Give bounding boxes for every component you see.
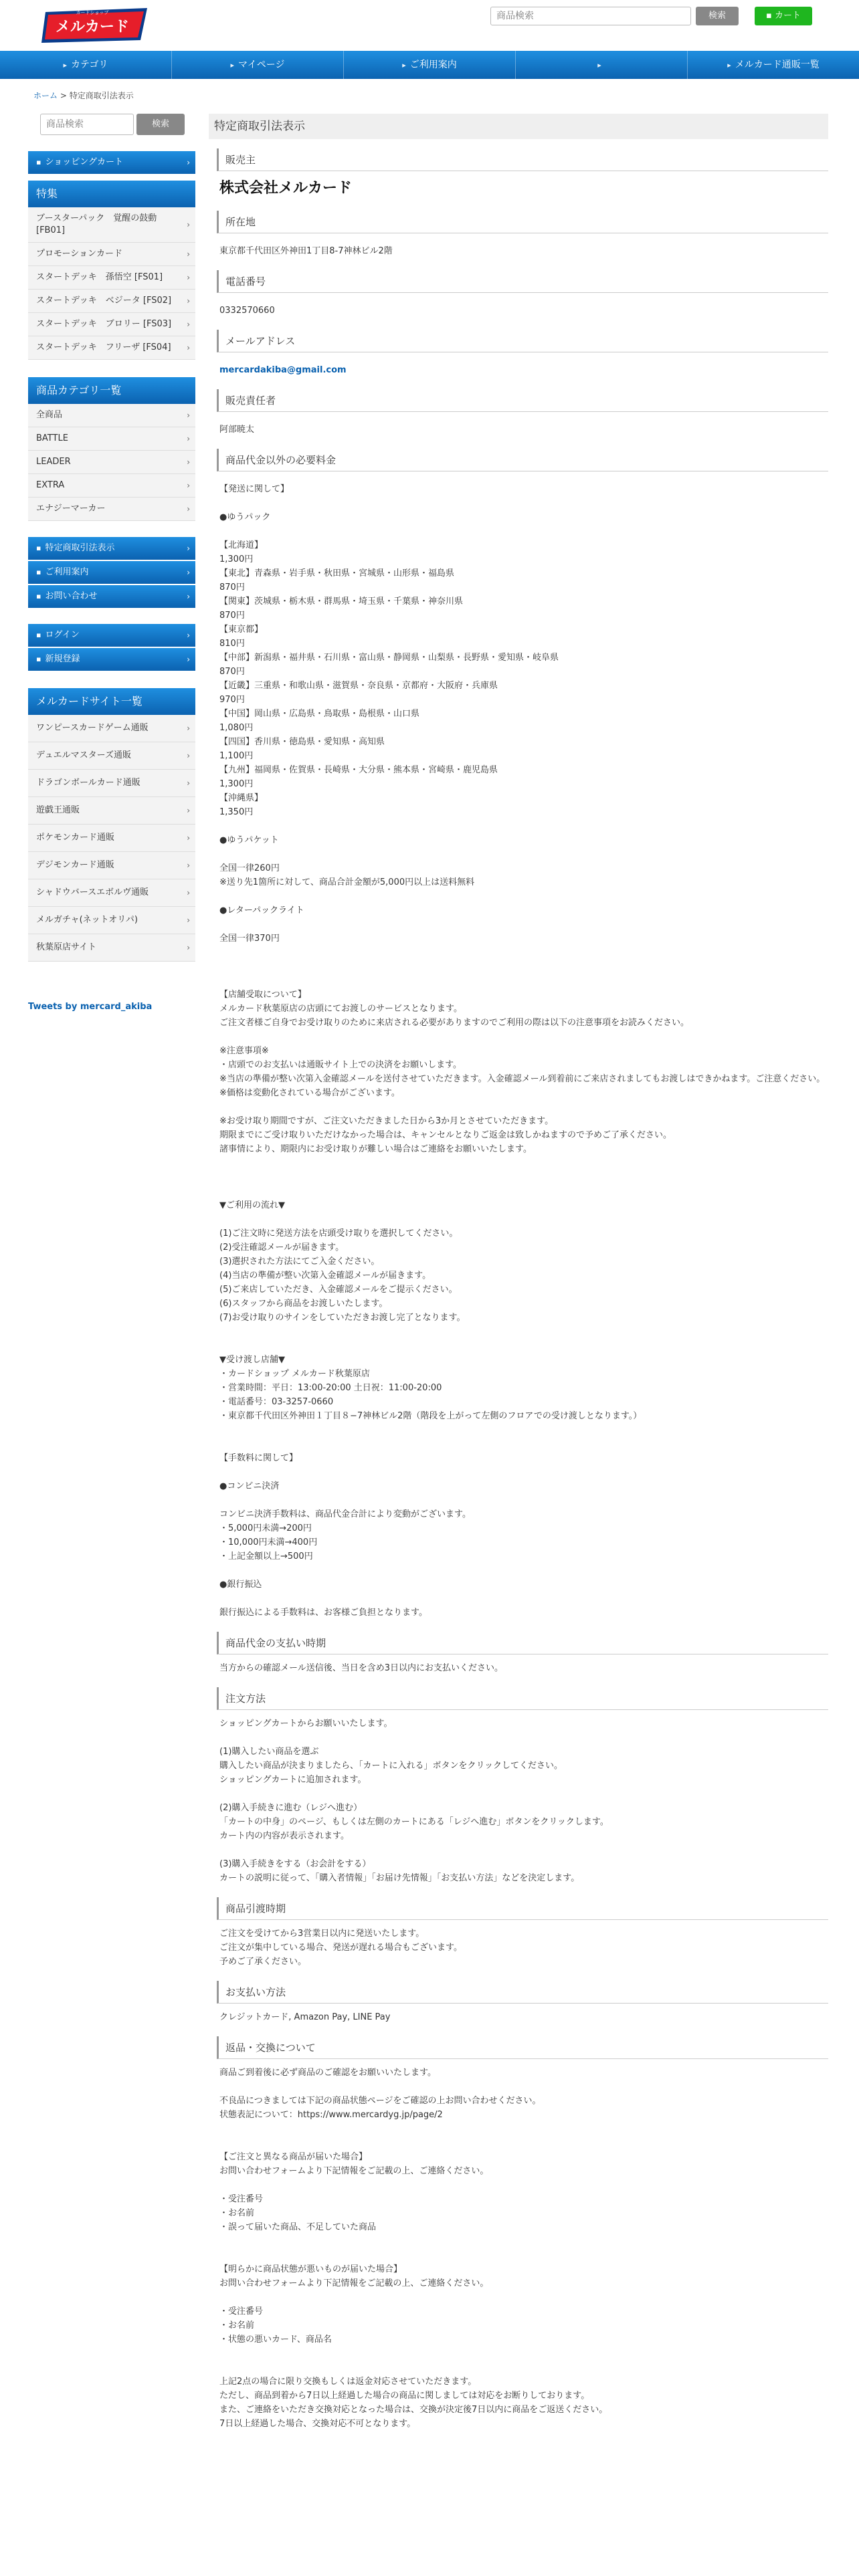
feature-item[interactable]: スタートデッキ フリーザ [FS04] › [28, 336, 195, 360]
site-item[interactable]: メルガチャ(ネットオリパ) › [28, 907, 195, 934]
feature-list [28, 207, 195, 360]
chevron-right-icon: › [187, 457, 190, 467]
logo-subtext: カードショップ [76, 10, 109, 15]
section-heading: 商品代金の支払い時期 [217, 1632, 828, 1654]
category-item[interactable]: BATTLE › [28, 427, 195, 451]
info-links [28, 537, 195, 608]
section-heading: 商品代金以外の必要料金 [217, 449, 828, 471]
chevron-right-icon: › [187, 943, 190, 952]
chevron-right-icon: › [187, 888, 190, 897]
order-method-text: ショッピングカートからお願いいたします。 (1)購入したい商品を選ぶ 購入したい商品が決まりましたら、「カートに入れる」ボタンをクリックしてください。 ショッピングカートに追加されます。 (2)購入手続きに進む（レジへ進む） 「カートの中身」のページ、もしくは左側のカートにある「レジへ進む」ボタンをクリックします。 カート内の内容が表示されます。 (3)購入手続きをする（お会計をする） カートの説明に従って、「購入者情報」「お届け先情報」「お支払い方法」などを決定します。 [219, 1719, 609, 1883]
logo-text: メルカード [55, 19, 130, 35]
chevron-right-icon: › [187, 592, 190, 601]
section-heading: 商品引渡時期 [217, 1897, 828, 1920]
returns-text: 商品ご到着後に必ず商品のご確認をお願いいたします。 不良品につきましては下記の商品状態ページをご確認の上お問い合わせください。 状態表記について：https://www.mercardyg.jp/page/2 【ご注文と異なる商品が届いた場合】 お問い合わせフォームより下記情報をご記載の上、ご連絡ください。 ・受注番号 ・お名前 ・誤って届いた商品、不足していた商品 【明らかに商品状態が悪いものが届いた場合】 お問い合わせフォームより下記情報をご記載の上、ご連絡ください。 ・受注番号 ・お名前 ・状態の悪いカード、商品名 上記2点の場合に限り交換もしくは返金対応させていただきます。 ただし、商品到着から7日以上経過した場合の商品に関しましては対応をお断りしております。 また、ご連絡をいただき交換対応となった場合は、交換が決定後7日以内に商品をご返送ください。 7日以上経過した場合、交換対応不可となります。 [219, 2068, 608, 2429]
category-item[interactable]: EXTRA › [28, 474, 195, 498]
chevron-right-icon: › [187, 631, 190, 640]
cart-icon: ▪ [36, 158, 41, 167]
sidebar-link-guide[interactable]: ▪ ご利用案内 › [28, 561, 195, 584]
section-heading: 販売責任者 [217, 389, 828, 412]
chevron-right-icon: › [187, 568, 190, 577]
chevron-right-icon: › [187, 343, 190, 352]
feature-item[interactable]: ブースターパック 覚醒の鼓動 [FB01] › [28, 207, 195, 243]
sidebar-search-button[interactable]: 検索 [136, 114, 185, 135]
manager-text: 阿部暁太 [219, 425, 255, 435]
login-button[interactable]: ▪ ログイン › [28, 624, 195, 647]
address-text: 東京都千代田区外神田1丁目8-7神林ビル2階 [219, 246, 393, 256]
nav-guide[interactable]: ▸ ご利用案内 [344, 51, 516, 79]
twitter-timeline-link[interactable]: Tweets by mercard_akiba [28, 1002, 153, 1012]
category-item[interactable]: エナジーマーカー › [28, 498, 195, 521]
chevron-right-icon: › [187, 655, 190, 664]
sites-heading: メルカードサイト一覧 [28, 688, 195, 715]
phone-text: 0332570660 [219, 306, 275, 316]
chevron-right-icon: › [187, 158, 190, 167]
category-item[interactable]: 全商品 › [28, 404, 195, 427]
nav-mypage[interactable]: ▸ マイページ [172, 51, 344, 79]
chevron-right-icon: › [187, 504, 190, 514]
chevron-right-icon: › [187, 751, 190, 760]
main-content [209, 114, 828, 2431]
link-icon: ▸ [597, 61, 601, 70]
breadcrumb-current: 特定商取引法表示 [69, 91, 134, 100]
chevron-right-icon: › [187, 544, 190, 553]
feature-heading: 特集 [28, 181, 195, 207]
feature-item[interactable]: スタートデッキ ブロリー [FS03] › [28, 313, 195, 336]
payment-methods-text: クレジットカード, Amazon Pay, LINE Pay [219, 2012, 391, 2022]
site-item[interactable]: 秋葉原店サイト › [28, 934, 195, 962]
sidebar-search-input[interactable] [40, 114, 134, 135]
nav-site-list[interactable]: ▸ メルカード通販一覧 [727, 60, 820, 70]
cart-button[interactable] [755, 7, 812, 25]
register-button[interactable]: ▪ 新規登録 › [28, 648, 195, 671]
sidebar [28, 114, 195, 1012]
header-search-input[interactable] [490, 7, 691, 25]
sidebar-cart-button[interactable]: ▪ ショッピングカート › [28, 151, 195, 174]
section-heading: 販売主 [217, 148, 828, 171]
section-heading: 所在地 [217, 211, 828, 233]
chevron-right-icon: › [187, 806, 190, 815]
chevron-right-icon: › [187, 296, 190, 306]
section-heading: 返品・交換について [217, 2036, 828, 2059]
login-icon: ▪ [36, 631, 41, 639]
info-icon: ▸ [402, 61, 406, 70]
info-icon: ▪ [36, 568, 41, 576]
chevron-right-icon: › [187, 220, 190, 229]
site-item[interactable]: ワンピースカードゲーム通販 › [28, 715, 195, 742]
cart-label: カート [774, 11, 801, 21]
header-search-button[interactable]: 検索 [696, 7, 739, 25]
list-icon: ▸ [727, 61, 731, 70]
feature-item[interactable]: プロモーションカード › [28, 243, 195, 266]
cart-icon: ▪ [766, 11, 775, 21]
site-item[interactable]: デジモンカード通販 › [28, 852, 195, 879]
chevron-right-icon: › [187, 778, 190, 788]
chevron-right-icon: › [187, 481, 190, 490]
breadcrumb: ホーム > 特定商取引法表示 [33, 91, 134, 100]
chevron-right-icon: › [187, 833, 190, 843]
site-item[interactable]: シャドウバースエボルヴ通販 › [28, 879, 195, 907]
global-nav [0, 51, 859, 79]
site-item[interactable]: 遊戯王通販 › [28, 797, 195, 825]
site-list [28, 715, 195, 962]
chevron-right-icon: › [187, 320, 190, 329]
payment-timing-text: 当方からの確認メール送信後、当日を含め3日以内にお支払いください。 [219, 1663, 504, 1673]
chevron-right-icon: › [187, 273, 190, 282]
feature-item[interactable]: スタートデッキ ベジータ [FS02] › [28, 290, 195, 313]
sidebar-link-contact[interactable]: ▪ お問い合わせ › [28, 585, 195, 608]
delivery-timing-text: ご注文を受けてから3営業日以内に発送いたします。 ご注文が集中している場合、発送が遅れる場合もございます。 予めご了承ください。 [219, 1929, 462, 1967]
category-heading: 商品カテゴリ一覧 [28, 377, 195, 404]
nav-category[interactable]: ▸ カテゴリ [0, 51, 172, 79]
chevron-right-icon: › [187, 724, 190, 733]
site-item[interactable]: ドラゴンボールカード通販 › [28, 770, 195, 797]
seller-name: 株式会社メルカード [219, 180, 353, 197]
category-list [28, 404, 195, 521]
user-add-icon: ▪ [36, 655, 41, 663]
sidebar-link-tokusho[interactable]: ▪ 特定商取引法表示 › [28, 537, 195, 560]
menu-icon: ▸ [63, 61, 68, 70]
feature-item[interactable]: スタートデッキ 孫悟空 [FS01] › [28, 266, 195, 290]
user-icon: ▸ [230, 61, 235, 70]
mail-icon: ▪ [36, 592, 41, 601]
email-link[interactable]: mercardakiba@gmail.com [219, 365, 347, 375]
chevron-right-icon: › [187, 916, 190, 925]
chevron-right-icon: › [187, 434, 190, 443]
fees-text: 【発送に関して】 ●ゆうパック 【北海道】 1,300円 【東北】青森県・岩手県・秋田県・宮城県・山形県・福島県 870円 【関東】茨城県・栃木県・群馬県・埼玉県・千葉県・神奈川県 870円 【東京都】 810円 【中部】新潟県・福井県・石川県・富山県・静岡県・山梨県・長野県・愛知県・岐阜県 870円 【近畿】三重県・和歌山県・滋賀県・奈良県・京都府・大阪府・兵庫県 970円 【中国】岡山県・広島県・鳥取県・島根県・山口県 1,080円 【四国】香川県・徳島県・愛知県・高知県 1,100円 【九州】福岡県・佐賀県・長崎県・大分県・熊本県・宮崎県・鹿児島県 1,300円 【沖縄県】 1,350円 ●ゆうパケット 全国一律260円 ※送り先1箇所に対して、商品合計金額が5,000円以上は送料無料 ●レターパックライト 全国一律370円 【店舗受取について】 メルカード秋葉原店の店頭にてお渡しのサービスとなります。 ご注文者様ご自身でお受け取りのために来店される必要がありますのでご利用の際は以下の注意事項をお読みください。 ※注意事項※ ・店頭でのお支払いは通販サイト上での決済をお願いします。 ※当店の準備が整い次第入金確認メールを送付させていただきます。入金確認メール到着前にご来店されましてもお渡しはできかねます。ご注意ください。 ※価格は変動化されている場合がございます。 ※お受け取り期間ですが、ご注文いただきました日から3か月とさせていただきます。 期限までにご受け取りいただけなかった場合は、キャンセルとなりご返金は致しかねますので予めご了承ください。 諸事情により、期限内にお受け取りが難しい場合はご連絡をお願いいたします。 ▼ご利用の流れ▼ (1)ご注文時に発送方法を店頭受け取りを選択してください。 (2)受注確認メールが届きます。 (3)選択された方法にてご入金ください。 (4)当店の準備が整い次第入金確認メールが届きます。 (5)ご来店していただき、入金確認メールをご提示ください。 (6)スタッフから商品をお渡しいたします。 (7)お受け取りのサインをしていただきお渡し完了となります。 ▼受け渡し店舗▼ ・カードショップ メルカード秋葉原店 ・営業時間：平日：13:00-20:00 土日祝：11:00-20:00 ・電話番号：03-3257-0660 ・東京都千代田区外神田１丁目８−7神林ビル2階（階段を上がって左側のフロアでの受け渡しとなります。） 【手数料に関して】 ●コンビニ決済 コンビニ決済手数料は、商品代金合計により変動がございます。 ・5,000円未満→200円 ・10,000円未満→400円 ・上記金額以上→500円 ●銀行振込 銀行振込による手数料は、お客様ご負担となります。 [219, 484, 826, 1618]
site-item[interactable]: ポケモンカード通販 › [28, 825, 195, 852]
breadcrumb-home[interactable]: ホーム [33, 91, 58, 100]
nav-blank[interactable] [516, 51, 688, 79]
account-links [28, 624, 195, 671]
site-item[interactable]: デュエルマスターズ通販 › [28, 742, 195, 770]
chevron-right-icon: › [187, 411, 190, 420]
doc-icon: ▪ [36, 544, 41, 552]
section-heading: 注文方法 [217, 1687, 828, 1710]
section-heading: メールアドレス [217, 330, 828, 352]
section-heading: お支払い方法 [217, 1981, 828, 2004]
mercard-logo[interactable] [40, 5, 151, 45]
page-title: 特定商取引法表示 [209, 114, 828, 139]
sidebar-search [40, 114, 195, 135]
section-heading: 電話番号 [217, 270, 828, 293]
site-header [0, 0, 859, 51]
chevron-right-icon: › [187, 249, 190, 259]
category-item[interactable]: LEADER › [28, 451, 195, 474]
chevron-right-icon: › [187, 861, 190, 870]
